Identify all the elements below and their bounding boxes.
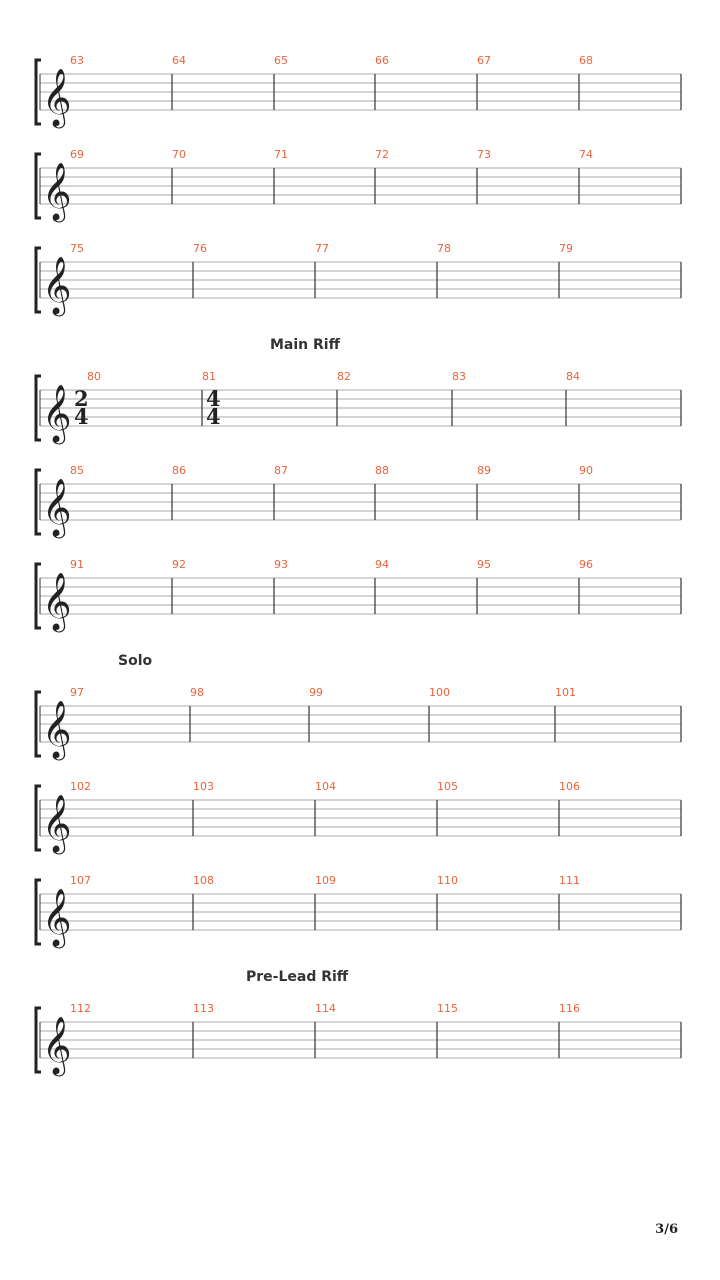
measure-number: 82	[337, 370, 351, 383]
measure-number: 90	[579, 464, 593, 477]
measure-number: 100	[429, 686, 450, 699]
treble-clef-icon: 𝄞	[42, 700, 72, 758]
treble-clef-icon: 𝄞	[42, 384, 72, 442]
staff-svg	[0, 686, 720, 766]
measure-number: 96	[579, 558, 593, 571]
measure-number: 91	[70, 558, 84, 571]
staff-svg	[0, 54, 720, 134]
measure-number: 104	[315, 780, 336, 793]
staff-system	[0, 874, 720, 954]
staff-system	[0, 558, 720, 638]
measure-number: 67	[477, 54, 491, 67]
staff-system	[0, 148, 720, 228]
treble-clef-icon: 𝄞	[42, 162, 72, 220]
measure-number: 72	[375, 148, 389, 161]
measure-number: 112	[70, 1002, 91, 1015]
measure-number: 109	[315, 874, 336, 887]
measure-number: 71	[274, 148, 288, 161]
measure-number: 113	[193, 1002, 214, 1015]
measure-number: 70	[172, 148, 186, 161]
treble-clef-icon: 𝄞	[42, 68, 72, 126]
section-label-main-riff: Main Riff	[270, 337, 340, 353]
treble-clef-icon: 𝄞	[42, 572, 72, 630]
measure-number: 95	[477, 558, 491, 571]
measure-number: 81	[202, 370, 216, 383]
treble-clef-icon: 𝄞	[42, 794, 72, 852]
measure-number: 66	[375, 54, 389, 67]
staff-system	[0, 780, 720, 860]
treble-clef-icon: 𝄞	[42, 256, 72, 314]
measure-number: 73	[477, 148, 491, 161]
measure-number: 114	[315, 1002, 336, 1015]
measure-number: 116	[559, 1002, 580, 1015]
staff-svg	[0, 242, 720, 322]
measure-number: 108	[193, 874, 214, 887]
measure-number: 64	[172, 54, 186, 67]
measure-number: 110	[437, 874, 458, 887]
measure-number: 75	[70, 242, 84, 255]
treble-clef-icon: 𝄞	[42, 888, 72, 946]
time-signature-top: 4	[206, 386, 221, 411]
staff-system	[0, 54, 720, 134]
measure-number: 63	[70, 54, 84, 67]
measure-number: 80	[87, 370, 101, 383]
section-label-pre-lead-riff: Pre-Lead Riff	[246, 969, 349, 985]
time-signature-top: 2	[74, 386, 89, 411]
time-signature-bottom: 4	[206, 404, 221, 429]
treble-clef-icon: 𝄞	[42, 1016, 72, 1074]
measure-number: 92	[172, 558, 186, 571]
measure-number: 89	[477, 464, 491, 477]
measure-number: 105	[437, 780, 458, 793]
measure-number: 111	[559, 874, 580, 887]
measure-number: 68	[579, 54, 593, 67]
staff-system	[0, 464, 720, 544]
measure-number: 97	[70, 686, 84, 699]
measure-number: 87	[274, 464, 288, 477]
staff-svg	[0, 464, 720, 544]
measure-number: 79	[559, 242, 573, 255]
staff-svg	[0, 148, 720, 228]
measure-number: 102	[70, 780, 91, 793]
measure-number: 69	[70, 148, 84, 161]
measure-number: 94	[375, 558, 389, 571]
section-label-solo: Solo	[118, 653, 153, 669]
measure-number: 65	[274, 54, 288, 67]
measure-number: 101	[555, 686, 576, 699]
staff-system	[0, 686, 720, 766]
staff-system	[0, 1002, 720, 1082]
measure-number: 103	[193, 780, 214, 793]
time-signature-bottom: 4	[74, 404, 89, 429]
measure-number: 106	[559, 780, 580, 793]
staff-svg	[0, 370, 720, 450]
measure-number: 85	[70, 464, 84, 477]
measure-number: 84	[566, 370, 580, 383]
treble-clef-icon: 𝄞	[42, 478, 72, 536]
staff-svg	[0, 558, 720, 638]
measure-number: 83	[452, 370, 466, 383]
measure-number: 98	[190, 686, 204, 699]
measure-number: 93	[274, 558, 288, 571]
page-number: 3/6	[655, 1222, 678, 1237]
measure-number: 78	[437, 242, 451, 255]
measure-number: 86	[172, 464, 186, 477]
measure-number: 107	[70, 874, 91, 887]
measure-number: 88	[375, 464, 389, 477]
staff-svg	[0, 1002, 720, 1082]
measure-number: 74	[579, 148, 593, 161]
staff-svg	[0, 780, 720, 860]
measure-number: 99	[309, 686, 323, 699]
measure-number: 76	[193, 242, 207, 255]
staff-system	[0, 242, 720, 322]
measure-number: 115	[437, 1002, 458, 1015]
staff-svg	[0, 874, 720, 954]
staff-system	[0, 370, 720, 450]
measure-number: 77	[315, 242, 329, 255]
